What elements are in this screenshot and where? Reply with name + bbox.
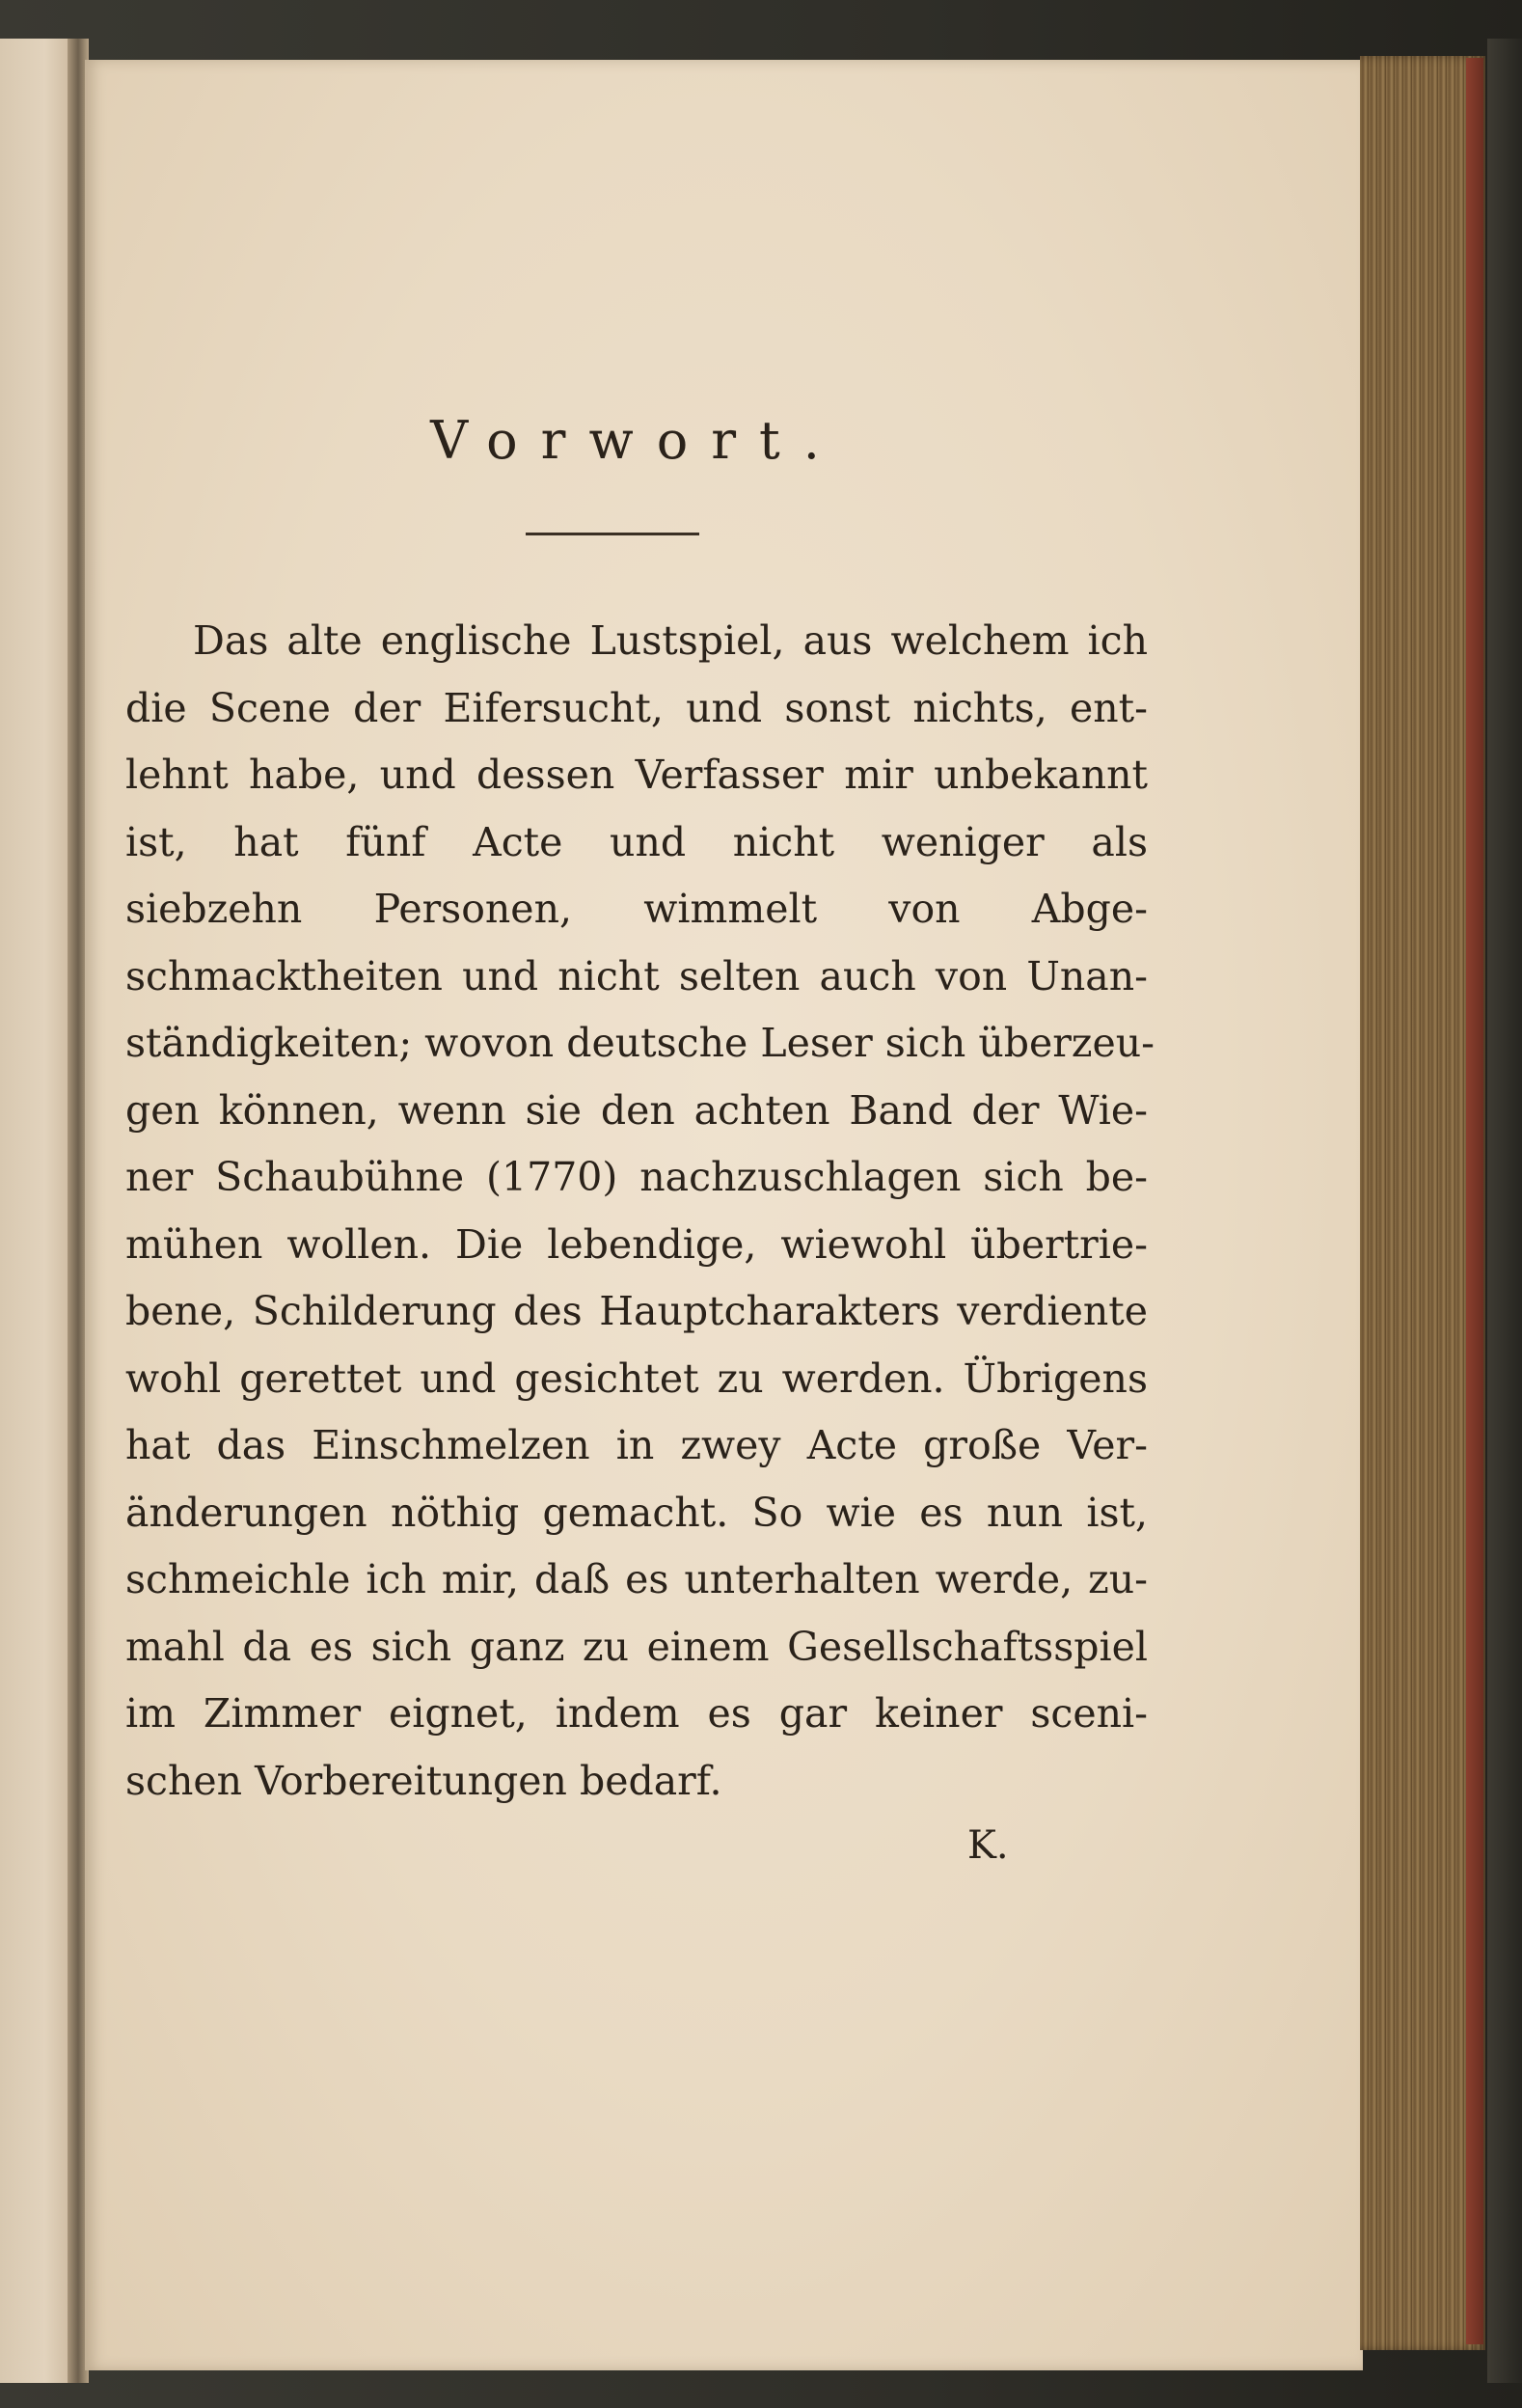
text-line: wohl gerettet und gesichtet zu werden. Übrigens [125, 1354, 1148, 1402]
page-heading: Vorwort. [430, 410, 843, 471]
text-line: schen Vorbereitungen bedarf. [125, 1757, 722, 1804]
text-line: mühen wollen. Die lebendige, wiewohl übertrie- [125, 1220, 1148, 1268]
text-line: lehnt habe, und dessen Verfasser mir unbekannt [125, 752, 1148, 798]
previous-page-edge [0, 39, 75, 2383]
preface-text [125, 608, 1155, 1815]
text-line: im Zimmer eignet, indem es gar keiner sceni- [125, 1690, 1148, 1737]
text-line: die Scene der Eifersucht, und sonst nichts, ent- [125, 684, 1148, 731]
signature: K. [967, 1823, 1009, 1868]
text-line: mahl da es sich ganz zu einem Gesellschaftsspiel [125, 1623, 1148, 1670]
cover-edge [1466, 58, 1483, 2344]
text-line: bene, Schilderung des Hauptcharakters verdiente [125, 1288, 1148, 1334]
heading-rule [526, 533, 699, 535]
text-line: ner Schaubühne (1770) nachzuschlagen sich be- [125, 1154, 1148, 1200]
text-line: schmeichle ich mir, daß es unterhalten werde, zu- [125, 1556, 1148, 1602]
text-line: Das alte englische Lustspiel, aus welchem ich [193, 617, 1148, 664]
book-cover [1487, 39, 1522, 2383]
text-line: ist, hat fünf Acte und nicht weniger als [125, 818, 1148, 865]
text-line: ständigkeiten; wovon deutsche Leser sich überzeu- [125, 1020, 1155, 1066]
text-line: hat das Einschmelzen in zwey Acte große Ver- [125, 1422, 1148, 1468]
text-line: siebzehn Personen, wimmelt von Abge- [125, 886, 1148, 932]
text-line: änderungen nöthig gemacht. So wie es nun ist, [125, 1489, 1148, 1536]
text-line: gen können, wenn sie den achten Band der Wie- [125, 1086, 1148, 1134]
text-line: schmacktheiten und nicht selten auch von Unan- [125, 952, 1148, 999]
